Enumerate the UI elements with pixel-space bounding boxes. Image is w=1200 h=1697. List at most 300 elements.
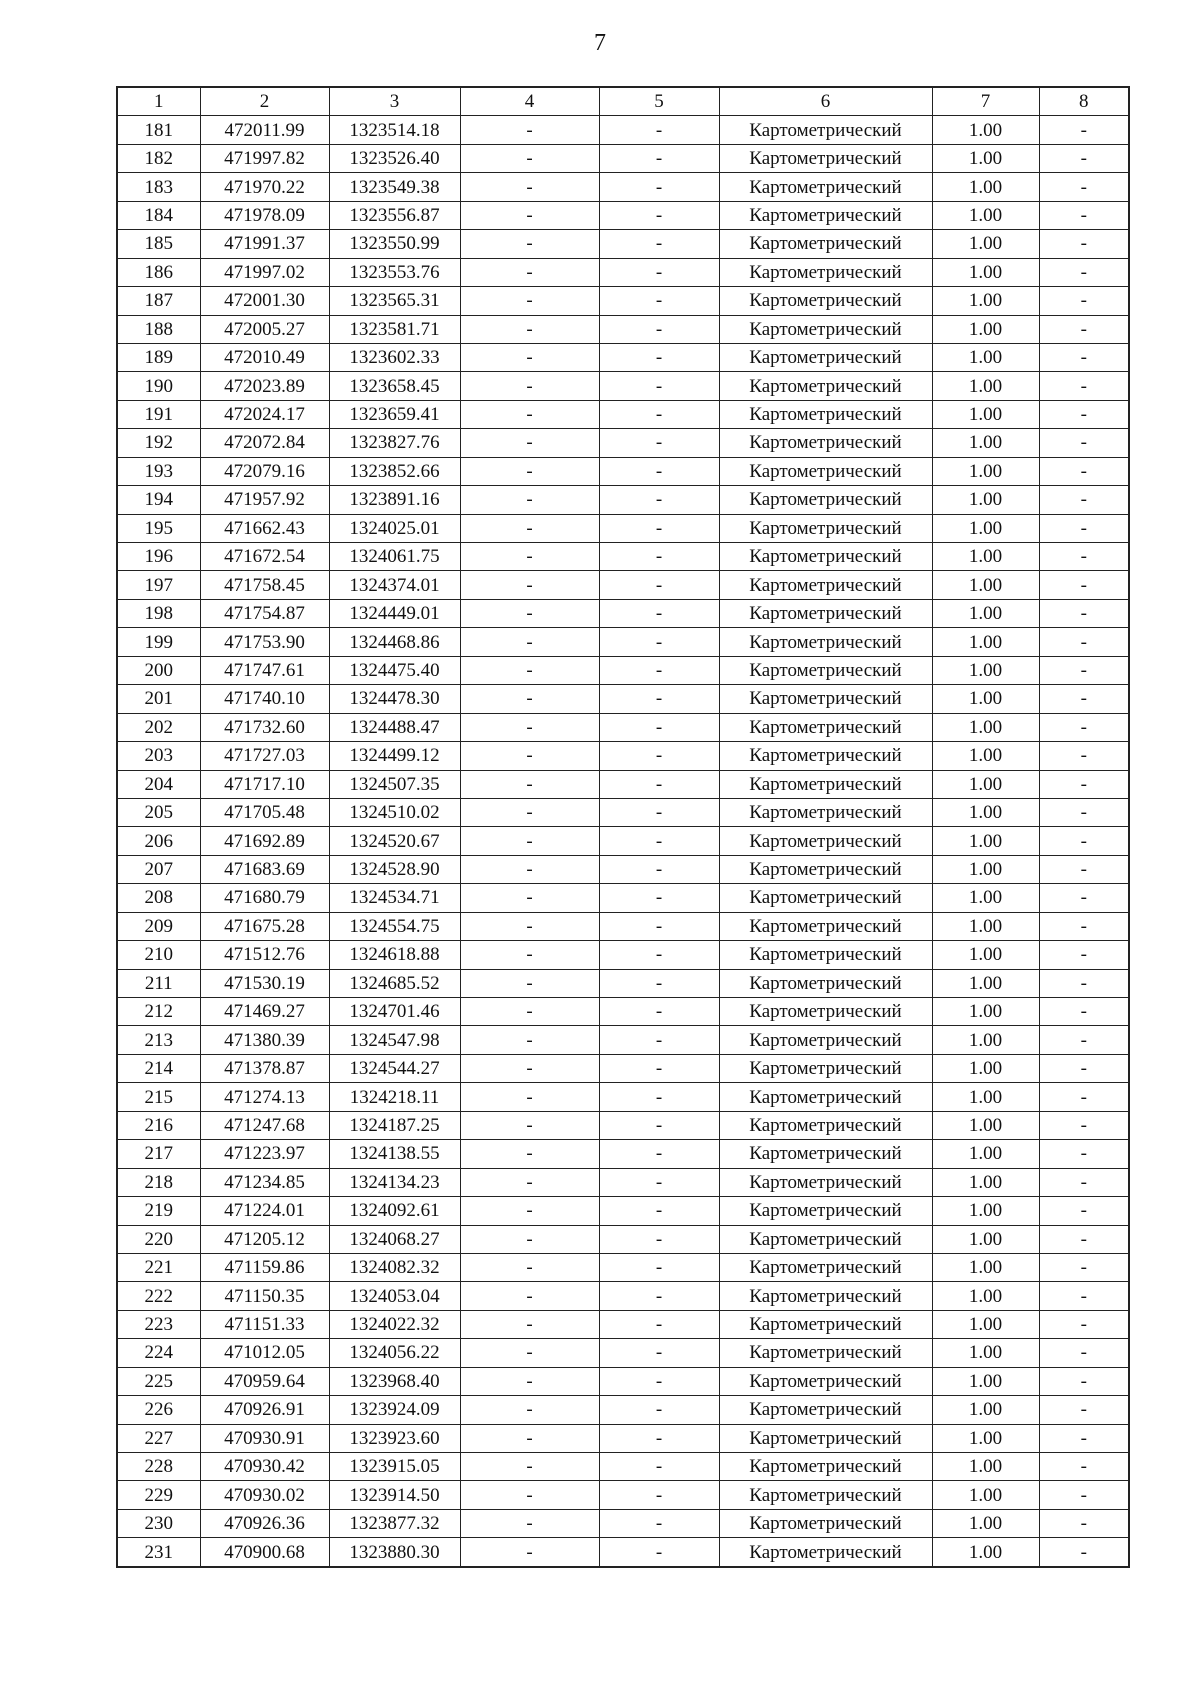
table-cell: -	[599, 998, 719, 1026]
table-cell: 219	[117, 1197, 200, 1225]
table-row	[117, 1026, 1129, 1054]
table-cell: 471997.02	[200, 258, 329, 286]
table-cell: 471205.12	[200, 1225, 329, 1253]
table-cell: 471747.61	[200, 656, 329, 684]
table-cell: 471740.10	[200, 685, 329, 713]
table-cell: Картометрический	[719, 258, 932, 286]
table-cell: 188	[117, 315, 200, 343]
table-cell: -	[599, 855, 719, 883]
table-cell: 470926.36	[200, 1509, 329, 1537]
table-cell: 472079.16	[200, 457, 329, 485]
table-cell: 1324478.30	[329, 685, 460, 713]
table-cell: 1323852.66	[329, 457, 460, 485]
table-cell: 1324488.47	[329, 713, 460, 741]
table-row	[117, 1538, 1129, 1567]
table-cell: -	[460, 628, 599, 656]
table-cell: 1324056.22	[329, 1339, 460, 1367]
table-cell: -	[1039, 798, 1129, 826]
table-cell: -	[1039, 628, 1129, 656]
table-cell: 1.00	[932, 1168, 1039, 1196]
table-cell: 470926.91	[200, 1396, 329, 1424]
table-cell: 471274.13	[200, 1083, 329, 1111]
table-cell: Картометрический	[719, 343, 932, 371]
table-cell: 471957.92	[200, 486, 329, 514]
table-cell: -	[1039, 201, 1129, 229]
table-cell: 471159.86	[200, 1253, 329, 1281]
table-cell: 1.00	[932, 258, 1039, 286]
table-cell: -	[460, 855, 599, 883]
table-cell: Картометрический	[719, 287, 932, 315]
table-row	[117, 1282, 1129, 1310]
table-cell: -	[599, 1282, 719, 1310]
table-cell: 1.00	[932, 1225, 1039, 1253]
table-cell: -	[599, 742, 719, 770]
table-cell: 1324134.23	[329, 1168, 460, 1196]
table-cell: -	[460, 116, 599, 144]
column-header: 8	[1039, 87, 1129, 116]
table-cell: -	[460, 827, 599, 855]
table-cell: 212	[117, 998, 200, 1026]
table-cell: 471970.22	[200, 173, 329, 201]
table-cell: -	[460, 656, 599, 684]
table-cell: 1324685.52	[329, 969, 460, 997]
coordinates-table	[116, 86, 1130, 1568]
table-cell: 205	[117, 798, 200, 826]
table-cell: 1324554.75	[329, 912, 460, 940]
table-row	[117, 628, 1129, 656]
table-cell: 471732.60	[200, 713, 329, 741]
table-row	[117, 343, 1129, 371]
table-cell: 1.00	[932, 855, 1039, 883]
table-cell: 222	[117, 1282, 200, 1310]
table-cell: -	[460, 685, 599, 713]
table-cell: -	[460, 372, 599, 400]
table-cell: -	[460, 1424, 599, 1452]
table-cell: -	[460, 969, 599, 997]
table-cell: 197	[117, 571, 200, 599]
table-cell: 190	[117, 372, 200, 400]
table-cell: Картометрический	[719, 770, 932, 798]
table-row	[117, 201, 1129, 229]
table-cell: 470959.64	[200, 1367, 329, 1395]
table-cell: 1.00	[932, 685, 1039, 713]
table-cell: 1324618.88	[329, 941, 460, 969]
table-cell: -	[1039, 912, 1129, 940]
table-cell: 472005.27	[200, 315, 329, 343]
table-cell: Картометрический	[719, 1453, 932, 1481]
table-cell: -	[1039, 144, 1129, 172]
table-cell: 1324507.35	[329, 770, 460, 798]
table-cell: -	[1039, 770, 1129, 798]
table-cell: 472001.30	[200, 287, 329, 315]
table-row	[117, 713, 1129, 741]
table-cell: 471224.01	[200, 1197, 329, 1225]
table-body	[117, 116, 1129, 1567]
table-cell: -	[599, 599, 719, 627]
table-cell: Картометрический	[719, 173, 932, 201]
table-cell: 471675.28	[200, 912, 329, 940]
table-cell: 1.00	[932, 144, 1039, 172]
table-cell: 186	[117, 258, 200, 286]
table-cell: 206	[117, 827, 200, 855]
table-cell: 194	[117, 486, 200, 514]
table-cell: 208	[117, 884, 200, 912]
table-cell: -	[599, 457, 719, 485]
table-cell: -	[460, 1509, 599, 1537]
table-row	[117, 287, 1129, 315]
table-cell: 471151.33	[200, 1310, 329, 1338]
table-cell: 1324499.12	[329, 742, 460, 770]
table-cell: -	[460, 941, 599, 969]
column-header: 5	[599, 87, 719, 116]
table-cell: 225	[117, 1367, 200, 1395]
table-cell: -	[1039, 514, 1129, 542]
table-cell: -	[1039, 343, 1129, 371]
table-cell: -	[460, 742, 599, 770]
table-cell: -	[599, 372, 719, 400]
table-cell: -	[599, 912, 719, 940]
table-cell: -	[599, 1339, 719, 1367]
table-cell: -	[460, 457, 599, 485]
column-header: 4	[460, 87, 599, 116]
table-cell: 1.00	[932, 770, 1039, 798]
table-cell: Картометрический	[719, 742, 932, 770]
table-cell: -	[1039, 1197, 1129, 1225]
table-cell: -	[599, 486, 719, 514]
table-cell: -	[460, 1282, 599, 1310]
table-cell: 471991.37	[200, 230, 329, 258]
table-cell: -	[599, 1453, 719, 1481]
table-cell: 1324022.32	[329, 1310, 460, 1338]
table-cell: -	[460, 770, 599, 798]
table-cell: 471469.27	[200, 998, 329, 1026]
table-row	[117, 1396, 1129, 1424]
table-row	[117, 855, 1129, 883]
table-cell: 193	[117, 457, 200, 485]
table-row	[117, 372, 1129, 400]
table-header-row	[117, 87, 1129, 116]
table-row	[117, 1197, 1129, 1225]
table-cell: 472072.84	[200, 429, 329, 457]
table-cell: 1324534.71	[329, 884, 460, 912]
table-cell: -	[460, 400, 599, 428]
table-cell: 1323549.38	[329, 173, 460, 201]
table-cell: 1.00	[932, 1026, 1039, 1054]
table-row	[117, 1111, 1129, 1139]
table-cell: 1324187.25	[329, 1111, 460, 1139]
table-cell: -	[1039, 372, 1129, 400]
table-cell: 1.00	[932, 514, 1039, 542]
table-cell: -	[1039, 1168, 1129, 1196]
table-cell: -	[460, 571, 599, 599]
table-cell: -	[599, 343, 719, 371]
table-cell: Картометрический	[719, 571, 932, 599]
table-cell: -	[599, 287, 719, 315]
table-cell: Картометрический	[719, 1111, 932, 1139]
table-cell: 181	[117, 116, 200, 144]
table-cell: -	[1039, 116, 1129, 144]
table-cell: -	[460, 543, 599, 571]
table-cell: Картометрический	[719, 1168, 932, 1196]
table-cell: -	[460, 1225, 599, 1253]
table-cell: 1.00	[932, 1197, 1039, 1225]
table-cell: -	[460, 998, 599, 1026]
table-row	[117, 912, 1129, 940]
table-cell: Картометрический	[719, 1310, 932, 1338]
table-row	[117, 116, 1129, 144]
table-cell: 1323556.87	[329, 201, 460, 229]
table-cell: 182	[117, 144, 200, 172]
table-cell: -	[599, 144, 719, 172]
table-cell: 202	[117, 713, 200, 741]
table-cell: 199	[117, 628, 200, 656]
table-cell: 472010.49	[200, 343, 329, 371]
table-cell: 471978.09	[200, 201, 329, 229]
table-cell: -	[599, 1396, 719, 1424]
table-cell: 1.00	[932, 912, 1039, 940]
table-cell: 1.00	[932, 1538, 1039, 1567]
table-cell: Картометрический	[719, 1083, 932, 1111]
table-cell: -	[460, 884, 599, 912]
table-cell: 1323924.09	[329, 1396, 460, 1424]
table-cell: Картометрический	[719, 514, 932, 542]
table-cell: 1.00	[932, 713, 1039, 741]
table-cell: 1323514.18	[329, 116, 460, 144]
table-row	[117, 798, 1129, 826]
table-cell: -	[460, 1310, 599, 1338]
table-cell: 471012.05	[200, 1339, 329, 1367]
table-cell: -	[599, 798, 719, 826]
table-cell: -	[1039, 173, 1129, 201]
table-cell: 1324218.11	[329, 1083, 460, 1111]
table-cell: -	[460, 1339, 599, 1367]
table-cell: Картометрический	[719, 1509, 932, 1537]
table-cell: -	[1039, 258, 1129, 286]
table-cell: 1324449.01	[329, 599, 460, 627]
table-cell: 471150.35	[200, 1282, 329, 1310]
table-cell: -	[460, 486, 599, 514]
table-cell: -	[599, 1168, 719, 1196]
column-header: 1	[117, 87, 200, 116]
table-cell: -	[1039, 685, 1129, 713]
table-row	[117, 1054, 1129, 1082]
table-cell: -	[460, 514, 599, 542]
table-cell: 471530.19	[200, 969, 329, 997]
table-cell: -	[599, 1538, 719, 1567]
table-cell: 215	[117, 1083, 200, 1111]
table-cell: 217	[117, 1140, 200, 1168]
table-cell: 1324053.04	[329, 1282, 460, 1310]
table-cell: 471705.48	[200, 798, 329, 826]
table-cell: 1.00	[932, 1054, 1039, 1082]
table-cell: Картометрический	[719, 1481, 932, 1509]
table-cell: 1.00	[932, 599, 1039, 627]
table-cell: Картометрический	[719, 1225, 932, 1253]
table-cell: 1324138.55	[329, 1140, 460, 1168]
table-row	[117, 457, 1129, 485]
table-cell: 1.00	[932, 1083, 1039, 1111]
table-cell: -	[460, 1197, 599, 1225]
table-cell: -	[599, 770, 719, 798]
table-cell: 1.00	[932, 486, 1039, 514]
table-cell: -	[1039, 1339, 1129, 1367]
table-cell: 183	[117, 173, 200, 201]
table-cell: 1323923.60	[329, 1424, 460, 1452]
table-cell: 196	[117, 543, 200, 571]
table-cell: -	[599, 571, 719, 599]
table-cell: 207	[117, 855, 200, 883]
table-cell: -	[1039, 1509, 1129, 1537]
table-cell: Картометрический	[719, 1026, 932, 1054]
table-cell: 1324092.61	[329, 1197, 460, 1225]
table-cell: 1324701.46	[329, 998, 460, 1026]
table-cell: -	[599, 315, 719, 343]
table-cell: Картометрический	[719, 941, 932, 969]
table-cell: 1324468.86	[329, 628, 460, 656]
table-cell: 470900.68	[200, 1538, 329, 1567]
table-row	[117, 144, 1129, 172]
table-cell: -	[1039, 571, 1129, 599]
table-cell: 471247.68	[200, 1111, 329, 1139]
table-cell: -	[460, 1140, 599, 1168]
table-cell: -	[1039, 713, 1129, 741]
table-cell: Картометрический	[719, 1253, 932, 1281]
table-cell: -	[460, 258, 599, 286]
table-cell: -	[599, 1253, 719, 1281]
table-row	[117, 1225, 1129, 1253]
table-cell: -	[460, 144, 599, 172]
table-cell: -	[460, 315, 599, 343]
table-cell: 216	[117, 1111, 200, 1139]
table-cell: 471717.10	[200, 770, 329, 798]
table-cell: -	[1039, 1054, 1129, 1082]
table-row	[117, 1168, 1129, 1196]
table-cell: -	[599, 827, 719, 855]
table-row	[117, 599, 1129, 627]
table-cell: -	[599, 258, 719, 286]
table-cell: 195	[117, 514, 200, 542]
table-row	[117, 486, 1129, 514]
table-cell: Картометрический	[719, 543, 932, 571]
table-cell: 187	[117, 287, 200, 315]
table-cell: -	[1039, 1481, 1129, 1509]
table-cell: -	[599, 230, 719, 258]
table-cell: 471683.69	[200, 855, 329, 883]
table-cell: -	[1039, 969, 1129, 997]
table-cell: -	[460, 1168, 599, 1196]
table-cell: Картометрический	[719, 798, 932, 826]
table-cell: 1.00	[932, 827, 1039, 855]
table-cell: 1.00	[932, 1367, 1039, 1395]
table-cell: 1324082.32	[329, 1253, 460, 1281]
table-row	[117, 969, 1129, 997]
table-cell: 229	[117, 1481, 200, 1509]
table-cell: -	[460, 1026, 599, 1054]
table-cell: -	[1039, 827, 1129, 855]
table-row	[117, 1509, 1129, 1537]
table-cell: 192	[117, 429, 200, 457]
table-cell: -	[1039, 1253, 1129, 1281]
table-cell: 1.00	[932, 173, 1039, 201]
table-cell: -	[1039, 1538, 1129, 1567]
table-cell: 221	[117, 1253, 200, 1281]
table-cell: 1323526.40	[329, 144, 460, 172]
table-cell: 1.00	[932, 798, 1039, 826]
table-cell: 203	[117, 742, 200, 770]
table-cell: 220	[117, 1225, 200, 1253]
table-row	[117, 827, 1129, 855]
table-cell: -	[1039, 1026, 1129, 1054]
table-cell: Картометрический	[719, 144, 932, 172]
table-cell: -	[1039, 543, 1129, 571]
table-cell: Картометрический	[719, 116, 932, 144]
table-cell: -	[1039, 941, 1129, 969]
table-cell: -	[1039, 400, 1129, 428]
table-cell: 1.00	[932, 941, 1039, 969]
table-cell: Картометрический	[719, 656, 932, 684]
table-cell: Картометрический	[719, 372, 932, 400]
table-cell: 1.00	[932, 315, 1039, 343]
table-cell: -	[599, 1481, 719, 1509]
table-cell: 1323602.33	[329, 343, 460, 371]
table-cell: -	[599, 884, 719, 912]
table-cell: -	[460, 1083, 599, 1111]
table-cell: -	[599, 1140, 719, 1168]
table-cell: 1323914.50	[329, 1481, 460, 1509]
table-cell: -	[460, 429, 599, 457]
column-header: 2	[200, 87, 329, 116]
table-cell: 471680.79	[200, 884, 329, 912]
table-cell: 1.00	[932, 1111, 1039, 1139]
table-cell: 1324528.90	[329, 855, 460, 883]
column-header: 6	[719, 87, 932, 116]
table-cell: -	[599, 1310, 719, 1338]
table-cell: -	[460, 1396, 599, 1424]
table-cell: 1.00	[932, 1453, 1039, 1481]
table-cell: -	[599, 116, 719, 144]
table-cell: 1.00	[932, 287, 1039, 315]
table-cell: -	[1039, 742, 1129, 770]
table-cell: 1324544.27	[329, 1054, 460, 1082]
table-cell: 1.00	[932, 1424, 1039, 1452]
table-cell: -	[1039, 884, 1129, 912]
column-header: 3	[329, 87, 460, 116]
table-cell: 470930.02	[200, 1481, 329, 1509]
table-cell: -	[1039, 1111, 1129, 1139]
table-cell: -	[1039, 315, 1129, 343]
table-cell: -	[460, 713, 599, 741]
table-row	[117, 1083, 1129, 1111]
table-cell: 471512.76	[200, 941, 329, 969]
table-cell: -	[1039, 1083, 1129, 1111]
table-cell: 214	[117, 1054, 200, 1082]
table-cell: 1.00	[932, 372, 1039, 400]
table-cell: -	[1039, 1310, 1129, 1338]
table-cell: Картометрический	[719, 1282, 932, 1310]
table-cell: -	[599, 1225, 719, 1253]
table-row	[117, 941, 1129, 969]
table-cell: Картометрический	[719, 912, 932, 940]
table-cell: -	[460, 287, 599, 315]
table-cell: -	[1039, 855, 1129, 883]
table-cell: Картометрический	[719, 457, 932, 485]
table-cell: -	[460, 1054, 599, 1082]
table-cell: 1.00	[932, 1253, 1039, 1281]
table-row	[117, 685, 1129, 713]
table-cell: Картометрический	[719, 201, 932, 229]
table-cell: 1.00	[932, 1396, 1039, 1424]
table-cell: 223	[117, 1310, 200, 1338]
